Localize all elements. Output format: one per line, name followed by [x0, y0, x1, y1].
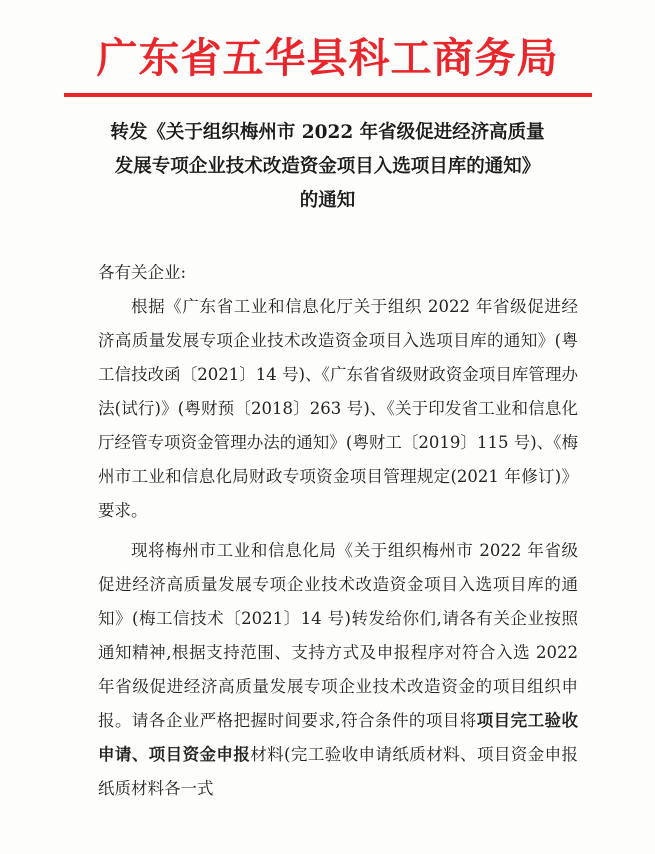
document-body: [98, 256, 578, 806]
letterhead-title: 广东省五华县科工商务局: [96, 34, 559, 82]
paragraph-1: 根据《广东省工业和信息化厅关于组织 2022 年省级促进经济高质量发展专项企业技术改造资金项目入选项目库的通知》(粤工信技改函〔2021〕14 号)、《广东省省级财政资金项目库管理办法(试行)》(粤财预〔2018〕263 号)、《关于印发省工业和信息化厅经管专项资金管理办法的通知》(粤财工〔2019〕115 号)、《梅州市工业和信息化局财政专项资金项目管理规定(2021 年修订)》要求。: [98, 297, 578, 520]
paragraph-2: [98, 534, 578, 806]
document-title: [40, 116, 615, 218]
paragraph-2-text-b: 材料(完工验收申请纸质材料、项目资金申报纸质材料各一式: [98, 745, 579, 798]
salutation: 各有关企业:: [98, 263, 187, 282]
paragraph-2-bold-separator: 、: [131, 745, 149, 764]
paragraph-2-bold-funding: 项目资金申报: [148, 745, 251, 764]
paragraph-2-text-a: 现将梅州市工业和信息化局《关于组织梅州市 2022 年省级促进经济高质量发展专项企业技术改造资金项目入选项目库的通知》(梅工信技术〔2021〕14 号)转发给你们,请各有关企业按照通知精神,根据支持范围、支持方式及申报程序对符合入选 2022 年省级促进经济高质量发展专项企业技术改造资金的项目组织申报。请各企业严格把握时间要求,符合条件的项目将: [98, 541, 578, 730]
title-line-1: 转发《关于组织梅州市 2022 年省级促进经济高质量: [110, 122, 545, 143]
title-line-2: 发展专项企业技术改造资金项目入选项目库的通知》: [114, 156, 541, 177]
paragraph-2-bold-acceptance: 项目完工验收申请: [98, 711, 578, 764]
letterhead-red-rule: [64, 93, 592, 97]
title-line-3: 的通知: [299, 190, 356, 211]
